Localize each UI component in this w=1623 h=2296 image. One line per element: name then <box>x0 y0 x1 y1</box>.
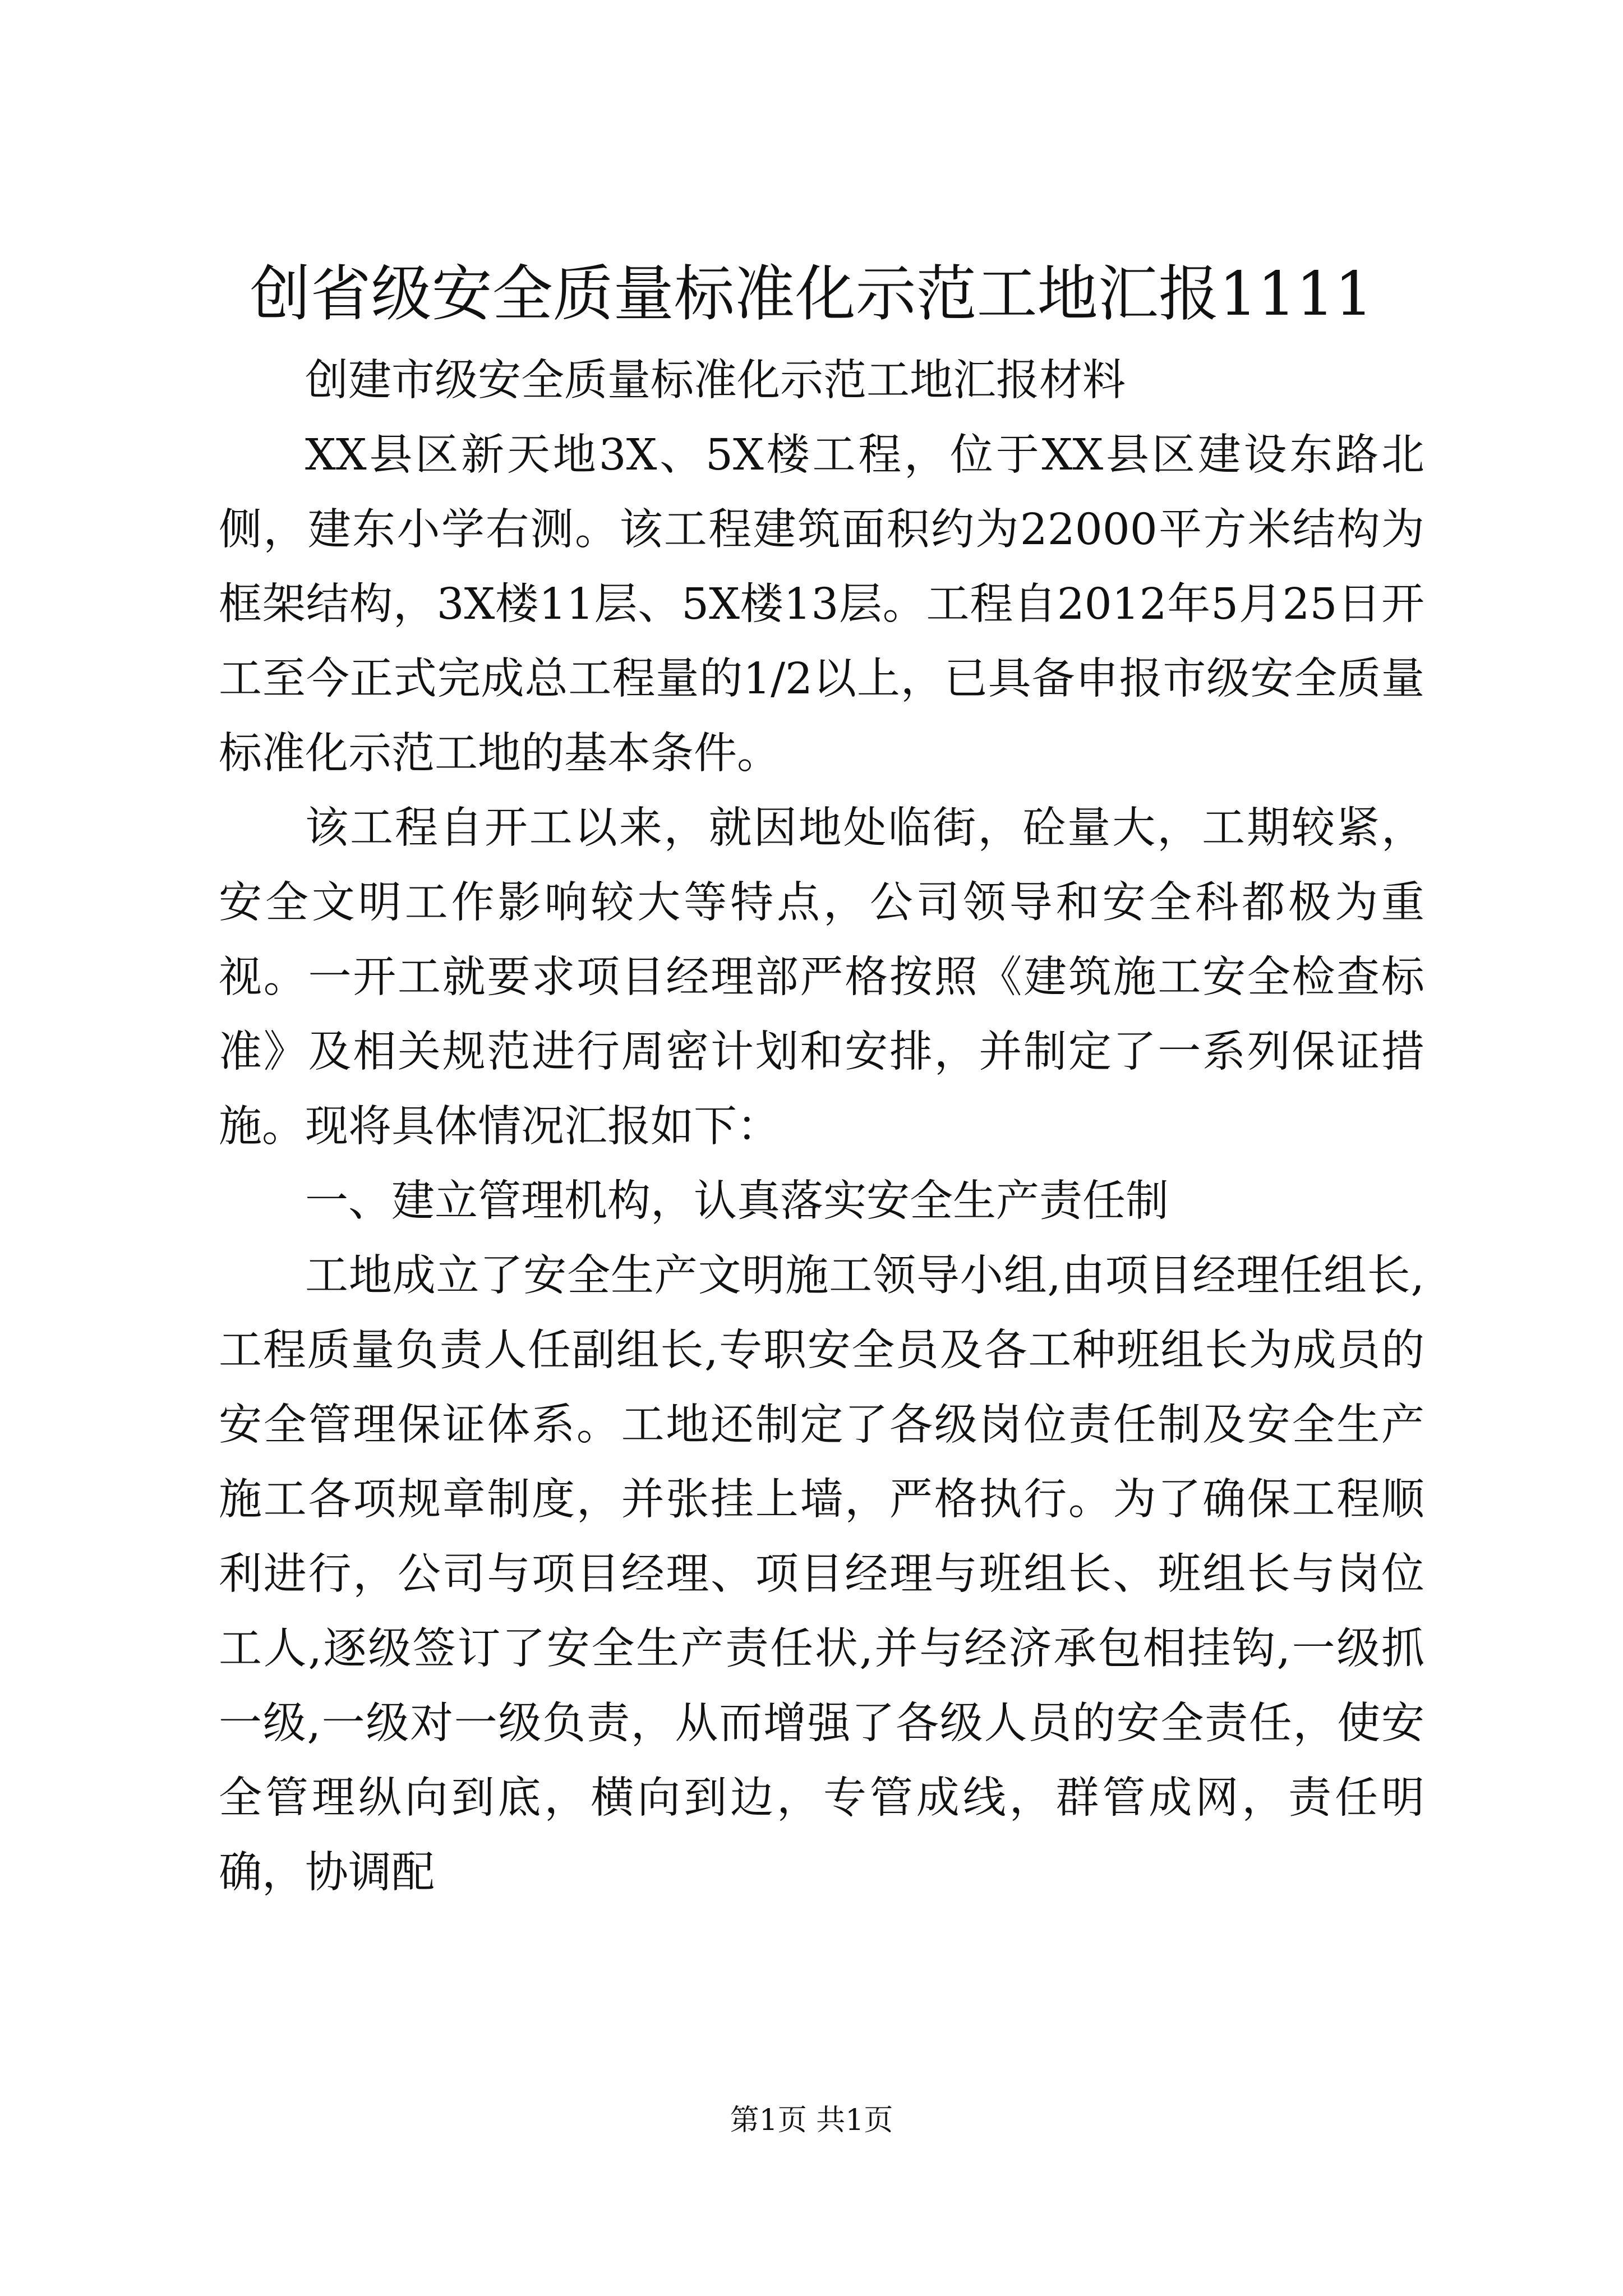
project-overview-paragraph: XX县区新天地3X、5X楼工程，位于XX县区建设东路北侧，建东小学右测。该工程建筑面积约为22000平方米结构为框架结构，3X楼11层、5X楼13层。工程自2012年5月25日开工至今正式完成总工程量的1/2以上，已具备申报市级安全质量标准化示范工地的基本条件。 <box>219 430 1424 779</box>
management-paragraph: 工地成立了安全生产文明施工领导小组,由项目经理任组长,工程质量负责人任副组长,专职安全员及各工种班组长为成员的安全管理保证体系。工地还制定了各级岗位责任制及安全生产施工各项规章制度，并张挂上墙，严格执行。为了确保工程顺利进行，公司与项目经理、项目经理与班组长、班组长与岗位工人,逐级签订了安全生产责任状,并与经济承包相挂钩,一级抓一级,一级对一级负责，从而增强了各级人员的安全责任，使安全管理纵向到底，横向到边，专管成线，群管成网，责任明确，协调配 <box>219 1251 1424 1898</box>
document-title: 创省级安全质量标准化示范工地汇报1111 <box>250 259 1373 329</box>
document-body <box>219 343 1424 1910</box>
introduction-paragraph: 该工程自开工以来，就因地处临街，砼量大，工期较紧，安全文明工作影响较大等特点，公司领导和安全科都极为重视。一开工就要求项目经理部严格按照《建筑施工安全检查标准》及相关规范进行周密计划和安排，并制定了一系列保证措施。现将具体情况汇报如下： <box>219 803 1424 1152</box>
subtitle-paragraph: 创建市级安全质量标准化示范工地汇报材料 <box>305 356 1126 406</box>
page-footer: 第1页 共1页 <box>730 2104 893 2137</box>
section-heading: 一、建立管理机构，认真落实安全生产责任制 <box>305 1176 1169 1226</box>
